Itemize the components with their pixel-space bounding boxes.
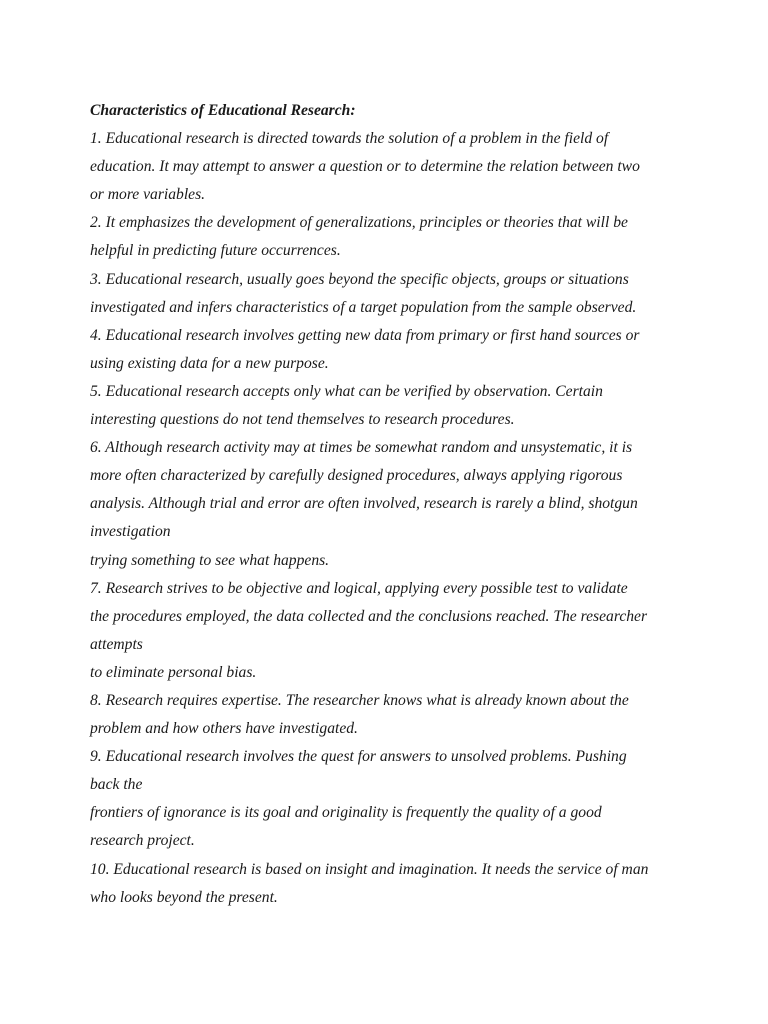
text-line: investigated and infers characteristics of a target population from the sample observed. — [90, 298, 637, 316]
text-line: attempts — [90, 635, 143, 653]
text-line: 9. Educational research involves the quest for answers to unsolved problems. Pushing — [90, 748, 627, 766]
text-line: analysis. Although trial and error are often involved, research is rarely a blind, shotgun — [90, 495, 638, 513]
text-line: research project. — [90, 832, 195, 850]
text-line: 4. Educational research involves getting new data from primary or first hand sources or — [90, 326, 640, 344]
text-line: who looks beyond the present. — [90, 888, 278, 906]
text-line: interesting questions do not tend themselves to research procedures. — [90, 411, 515, 429]
text-line: the procedures employed, the data collected and the conclusions reached. The researcher — [90, 607, 648, 625]
text-line: 10. Educational research is based on insight and imagination. It needs the service of man — [90, 860, 649, 878]
document-title: Characteristics of Educational Research: — [90, 102, 356, 119]
text-line: helpful in predicting future occurrences. — [90, 242, 341, 260]
text-line: frontiers of ignorance is its goal and originality is frequently the quality of a good — [90, 804, 602, 822]
text-line: 2. It emphasizes the development of generalizations, principles or theories that will be — [90, 214, 628, 232]
text-line: to eliminate personal bias. — [90, 663, 257, 681]
text-line: 7. Research strives to be objective and logical, applying every possible test to validate — [90, 579, 628, 597]
text-line: using existing data for a new purpose. — [90, 354, 329, 372]
text-line: investigation — [90, 523, 171, 541]
text-line: education. It may attempt to answer a question or to determine the relation between two — [90, 158, 640, 176]
text-line: 8. Research requires expertise. The researcher knows what is already known about the — [90, 691, 629, 709]
text-line: trying something to see what happens. — [90, 551, 330, 569]
text-line: 1. Educational research is directed towards the solution of a problem in the field of — [90, 130, 609, 148]
text-line: back the — [90, 776, 143, 794]
text-line: 5. Educational research accepts only what can be verified by observation. Certain — [90, 382, 603, 400]
text-line: problem and how others have investigated. — [90, 720, 358, 738]
text-line: 6. Although research activity may at times be somewhat random and unsystematic, it is — [90, 439, 633, 457]
text-line: or more variables. — [90, 186, 206, 204]
text-line: more often characterized by carefully designed procedures, always applying rigorous — [90, 467, 623, 485]
document-body — [90, 97, 690, 912]
text-line: 3. Educational research, usually goes beyond the specific objects, groups or situations — [90, 270, 629, 288]
